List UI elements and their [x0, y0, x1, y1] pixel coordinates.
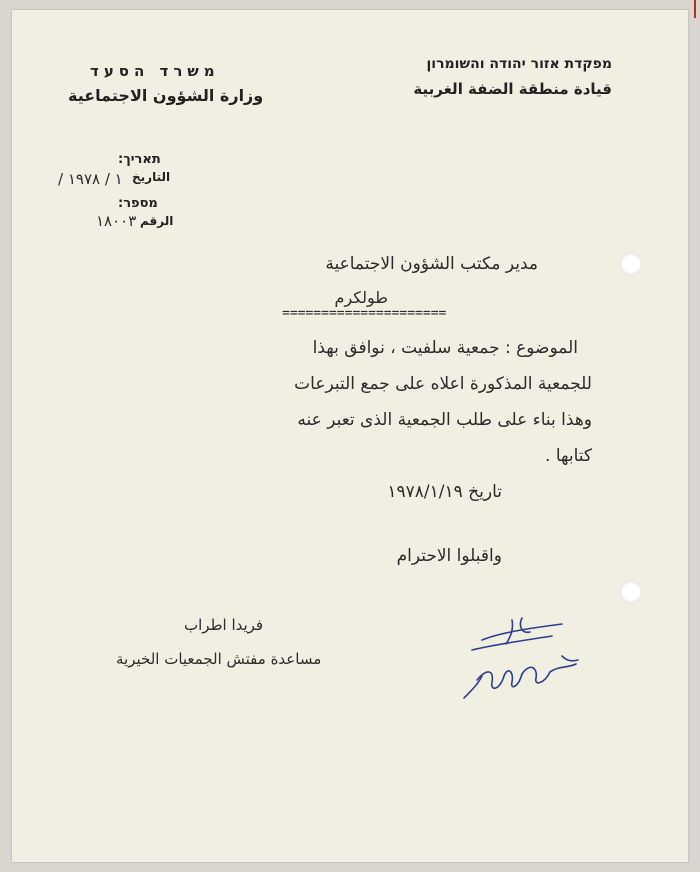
body-line-3: وهذا بناء على طلب الجمعية الذى تعبر عنه	[297, 410, 592, 430]
number-label-arabic: الرقم	[140, 214, 174, 228]
header-right-hebrew: מפקדת אזור יהודה והשומרון	[426, 56, 612, 72]
recipient-line-2: طولكرم	[334, 288, 388, 307]
recipient-separator: =====================	[282, 306, 447, 321]
date-label-arabic: التاريخ	[132, 170, 171, 184]
date-value: / ١ / ١٩٧٨	[58, 170, 123, 188]
signatory-name: فريدا اطراب	[184, 616, 264, 634]
corner-mark	[680, 0, 696, 18]
recipient-line-1: مدير مكتب الشؤون الاجتماعية	[325, 254, 538, 274]
header-left-hebrew: משרד הסעד	[90, 62, 220, 80]
number-label-hebrew: מספר:	[118, 196, 158, 211]
number-value: ١٨٠٠٣	[96, 212, 137, 230]
date-label-hebrew: תאריך:	[118, 152, 161, 167]
body-date-line: تاريخ ١٩٧٨/١/١٩	[387, 482, 502, 502]
body-line-2: للجمعية المذكورة اعلاه على جمع التبرعات	[294, 374, 592, 394]
letter-page	[12, 10, 688, 862]
body-line-1: الموضوع : جمعية سلفيت ، نوافق بهذا	[312, 338, 578, 358]
signatory-title: مساعدة مفتش الجمعيات الخيرية	[116, 650, 322, 668]
punch-hole-bottom	[620, 581, 642, 603]
body-line-4: كتابها .	[545, 446, 592, 466]
header-left-arabic: وزارة الشؤون الاجتماعية	[68, 86, 264, 105]
handwritten-signature	[452, 610, 592, 702]
closing-line: واقبلوا الاحترام	[396, 546, 502, 566]
punch-hole-top	[620, 253, 642, 275]
header-right-arabic: قيادة منطقة الضفة الغربية	[413, 80, 612, 98]
